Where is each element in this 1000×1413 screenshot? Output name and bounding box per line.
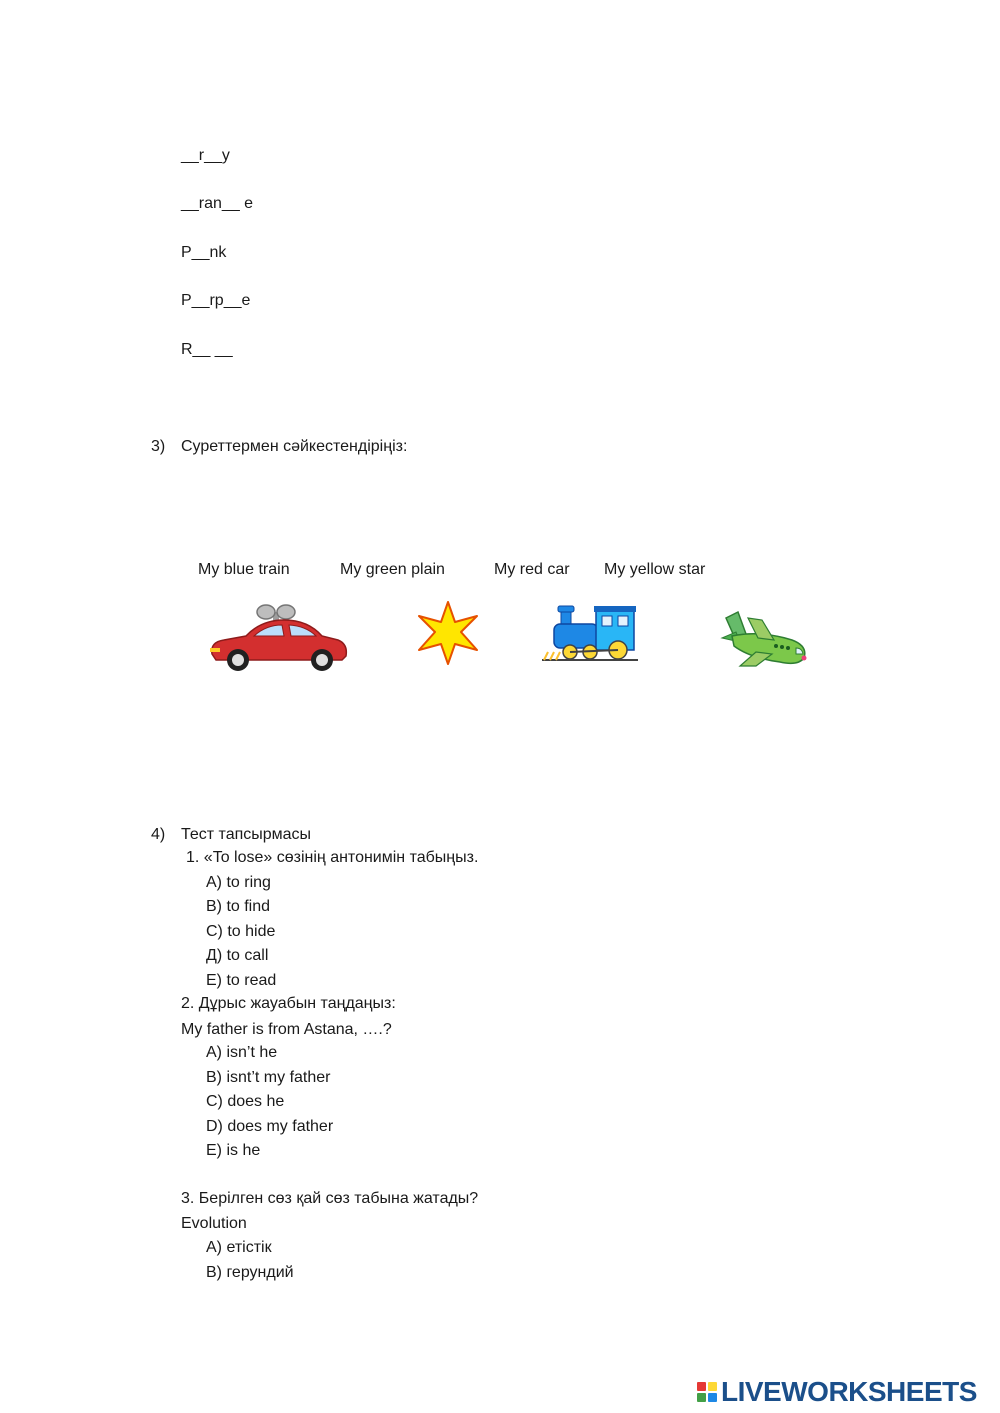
task3-number: 3) [151, 438, 166, 455]
logo-square-yellow [708, 1382, 717, 1391]
red-car-picture[interactable] [206, 602, 350, 672]
q2-option-b[interactable]: B) isnt’t my father [206, 1069, 331, 1086]
q2-option-e[interactable]: E) is he [206, 1142, 261, 1159]
green-plane-picture[interactable] [720, 608, 810, 670]
question-3: 3. Берілген сөз қай сөз табына жатады? [181, 1190, 479, 1207]
logo-square-red [697, 1382, 706, 1391]
task3-title: Суреттермен сәйкестендіріңіз: [181, 438, 408, 455]
question-3-word: Evolution [181, 1215, 247, 1232]
match-label-yellow-star[interactable]: My yellow star [604, 561, 706, 578]
blue-train-picture[interactable] [540, 600, 640, 664]
q1-option-c[interactable]: C) to hide [206, 923, 276, 940]
q1-option-e[interactable]: E) to read [206, 972, 277, 989]
match-label-green-plain[interactable]: My green plain [340, 561, 445, 578]
spelling-word: P__nk [181, 244, 227, 261]
question-2-sentence: My father is from Astana, ….? [181, 1021, 392, 1038]
q3-option-a[interactable]: A) етістік [206, 1239, 272, 1256]
q1-option-a[interactable]: A) to ring [206, 874, 271, 891]
question-2: 2. Дұрыс жауабын таңдаңыз: [181, 995, 396, 1012]
task4-number: 4) [151, 826, 166, 843]
spelling-word: __r__y [181, 147, 230, 164]
q2-option-c[interactable]: C) does he [206, 1093, 285, 1110]
q2-option-d[interactable]: D) does my father [206, 1118, 334, 1135]
yellow-star-picture[interactable] [415, 600, 481, 666]
q1-option-d[interactable]: Д) to call [206, 947, 269, 964]
q1-option-b[interactable]: B) to find [206, 898, 271, 915]
task4-title: Тест тапсырмасы [181, 826, 312, 843]
brand-name: LIVEWORKSHEETS [721, 1376, 977, 1407]
logo-grid-icon [697, 1382, 717, 1402]
match-label-red-car[interactable]: My red car [494, 561, 570, 578]
spelling-word: R__ __ [181, 341, 233, 358]
question-1: 1. «To lose» сөзінің антонимін табыңыз. [186, 849, 479, 866]
spelling-word: __ran__ e [181, 195, 254, 212]
q2-option-a[interactable]: A) isn’t he [206, 1044, 278, 1061]
spelling-word: P__rp__e [181, 292, 251, 309]
logo-square-green [697, 1393, 706, 1402]
logo-square-blue [708, 1393, 717, 1402]
match-label-blue-train[interactable]: My blue train [198, 561, 290, 578]
liveworksheets-logo [697, 1377, 977, 1407]
q3-option-b[interactable]: B) герундий [206, 1264, 294, 1281]
